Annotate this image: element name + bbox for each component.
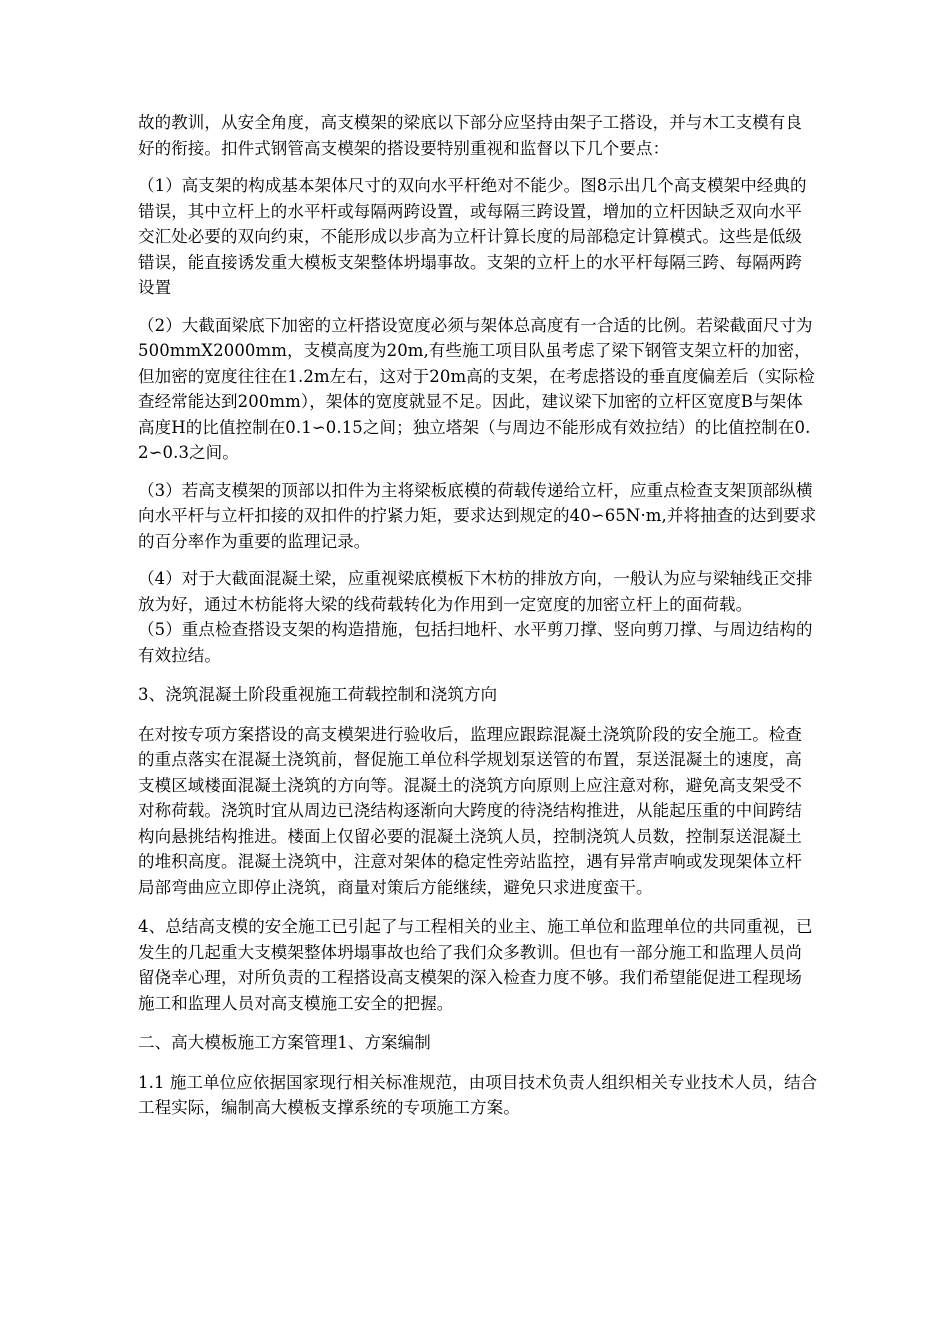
paragraph-1-1: 1.1 施工单位应依据国家现行相关标准规范，由项目技术负责人组织相关专业技术人员，结合工程实际，编制高大模板支撑系统的专项施工方案。: [138, 1072, 818, 1117]
paragraph-point-5: （5）重点检查搭设支架的构造措施，包括扫地杆、水平剪刀撑、竖向剪刀撑、与周边结构的有效拉结。: [138, 620, 813, 665]
section-heading-plan: 二、高大模板施工方案管理1、方案编制: [138, 1033, 431, 1052]
document-page: [138, 110, 818, 1121]
paragraph-summary: 4、总结高支模的安全施工已引起了与工程相关的业主、施工单位和监理单位的共同重视，已发生的几起重大支模架整体坍塌事故也给了我们众多教训。但也有一部分施工和监理人员尚留侥幸心理，对所负责的工程搭设高支模架的深入检查力度不够。我们希望能促进工程现场施工和监理人员对高支模施工安全的把握。: [138, 917, 813, 1013]
paragraph-intro: 故的教训，从安全角度，高支模架的梁底以下部分应坚持由架子工搭设，并与木工支模有良好的衔接。扣件式钢管高支模架的搭设要特别重视和监督以下几个要点：: [138, 113, 802, 158]
paragraph-point-4: （4）对于大截面混凝土梁，应重视梁底模板下木枋的排放方向，一般认为应与梁轴线正交排放为好，通过木枋能将大梁的线荷载转化为作用到一定宽度的加密立杆上的面荷载。: [138, 569, 813, 614]
section-heading-3: 3、浇筑混凝土阶段重视施工荷载控制和浇筑方向: [138, 685, 498, 704]
paragraph-point-3: （3）若高支模架的顶部以扣件为主将梁板底模的荷载传递给立杆，应重点检查支架顶部纵横向水平杆与立杆扣接的双扣件的拧紧力矩，要求达到规定的40∽65N·m,并将抽查的达到要求的百分率作为重要的监理记录。: [138, 480, 817, 551]
paragraph-point-2: （2）大截面梁底下加密的立杆搭设宽度必须与架体总高度有一合适的比例。若梁截面尺寸为500mmX2000mm，支模高度为20m,有些施工项目队虽考虑了梁下钢管支架立杆的加密，但加密的宽度往往在1.2m左右，这对于20m高的支架，在考虑搭设的垂直度偏差后（实际检查经常能达到200mm），架体的宽度就显不足。因此，建议梁下加密的立杆区宽度B与架体高度H的比值控制在0.1∽0.15之间；独立塔架（与周边不能形成有效拉结）的比值控制在0.2∽0.3之间。: [138, 315, 815, 462]
paragraph-point-1: （1）高支架的构成基本架体尺寸的双向水平杆绝对不能少。图8示出几个高支模架中经典的错误，其中立杆上的水平杆或每隔两跨设置，或每隔三跨设置，增加的立杆因缺乏双向水平交汇处必要的双向约束，不能形成以步高为立杆计算长度的局部稳定计算模式。这些是低级错误，能直接诱发重大模板支架整体坍塌事故。支架的立杆上的水平杆每隔三跨、每隔两跨设置: [138, 176, 807, 297]
paragraph-pouring: 在对按专项方案搭设的高支模架进行验收后，监理应跟踪混凝土浇筑阶段的安全施工。检查的重点落实在混凝土浇筑前，督促施工单位科学规划泵送管的布置，泵送混凝土的速度，高支模区域楼面混凝土浇筑的方向等。混凝土的浇筑方向原则上应注意对称，避免高支架受不对称荷载。浇筑时宜从周边已浇结构逐渐向大跨度的待浇结构推进，从能起压重的中间跨结构向悬挑结构推进。楼面上仅留必要的混凝土浇筑人员，控制浇筑人员数，控制泵送混凝土的堆积高度。混凝土浇筑中，注意对架体的稳定性旁站监控，遇有异常声响或发现架体立杆局部弯曲应立即停止浇筑，商量对策后方能继续，避免只求进度蛮干。: [138, 724, 802, 897]
